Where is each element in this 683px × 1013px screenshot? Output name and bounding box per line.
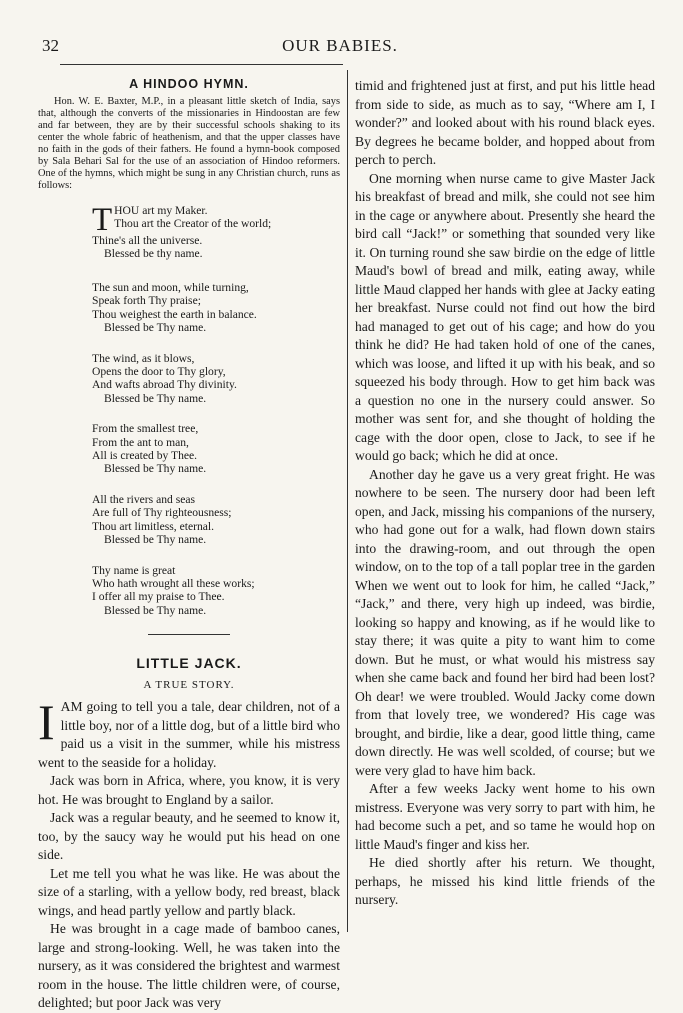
drop-cap: I	[38, 694, 55, 751]
story-paragraph: After a few weeks Jacky went home to his own mistress. Everyone was very sorry to part with him, he had become such a pet, and so tame he would hop on little Maud's finger and kiss her.	[355, 781, 655, 852]
hymn-stanza	[92, 564, 340, 618]
hymn-refrain: Blessed be thy name.	[104, 247, 203, 261]
hymn-line: Opens the door to Thy glory,	[92, 365, 226, 379]
story-paragraph: Another day he gave us a very great fright. He was nowhere to be seen. The nursery door had been left open, and Jack, missing his companions of the nursery, who had gone out for a walk, had flown down stairs into the drawing-room, and out through the open window, on to the top of a tall poplar tree in the garden When we went out to look for him, he called “Jack,” “Jack,” and there, very high up indeed, was birdie, looking so happy and knowing, as if he would like to stay there; it was quite a pity to want him to come down. But he must, or what would his mistress say when she came back and found her bird had been lost? Oh dear! we were troubled. Would Jacky come down from that lovely tree, we wondered? His cage was brought, and birdie, like a dear, good little thing, came down directly. He was well scolded, of course; but we were very glad to have him back.	[355, 466, 655, 778]
hymn-line: And wafts abroad Thy divinity.	[92, 378, 237, 392]
hymn-line: The wind, as it blows,	[92, 351, 195, 365]
hymn-stanza	[92, 422, 340, 476]
running-title: OUR BABIES.	[282, 36, 398, 55]
hymn-line: Are full of Thy righteousness;	[92, 506, 232, 520]
hymn-stanza	[92, 493, 340, 547]
hymn-line: Thine's all the universe.	[92, 234, 203, 247]
hymn-refrain: Blessed be Thy name.	[104, 391, 207, 405]
hymn-line: Thou art limitless, eternal.	[92, 519, 215, 533]
hymn-stanza	[92, 352, 340, 406]
story-subtitle: A TRUE STORY.	[143, 679, 235, 692]
story-paragraph: Let me tell you what he was like. He was about the size of a starling, with a yellow body, red breast, black wings, and head partly yellow and partly black.	[38, 865, 340, 918]
hymn-line: Thou art the Creator of the world;	[114, 217, 272, 231]
hymn-stanzas	[92, 204, 340, 617]
drop-cap: T	[92, 202, 113, 238]
page-number: 32	[42, 36, 59, 55]
story-paragraph: timid and frightened just at first, and put his little head from side to side, as much as to say, “Where am I, I wonder?” and looked about with his round black eyes. By degrees he became bolder, and hopped about from perch to perch.	[355, 78, 655, 167]
header-rule	[60, 64, 343, 65]
left-column	[38, 77, 340, 1013]
hymn-refrain: Blessed be Thy name.	[104, 533, 207, 547]
hymn-line: Thy name is great	[92, 563, 176, 577]
hymn-refrain: Blessed be Thy name.	[104, 603, 207, 617]
story-paragraph: He died shortly after his return. We thought, perhaps, he missed his kind little friends of the nursery.	[355, 855, 655, 907]
section-rule	[148, 634, 230, 635]
column-divider	[347, 70, 348, 932]
hymn-line: From the smallest tree,	[92, 422, 199, 436]
hymn-refrain: Blessed be Thy name.	[104, 462, 207, 476]
hymn-line: I offer all my praise to Thee.	[92, 590, 225, 604]
hymn-refrain: Blessed be Thy name.	[104, 321, 207, 335]
hymn-line: All is created by Thee.	[92, 449, 198, 463]
hymn-intro: Hon. W. E. Baxter, M.P., in a pleasant little sketch of India, says that, although the converts of the missionaries in Hindoostan are few and far between, they are by their successful schools shaking to its center the whole fabric of heathenism, and that the upper classes have no faith in the gods of their fathers. He found a hymn-book composed by Sala Behari Sal for the use of an association of Hindoo reformers. One of the hymns, which might be sung in any Christian church, runs as follows:	[38, 96, 340, 191]
hymn-line: HOU art my Maker.	[114, 204, 208, 217]
hymn-line: Thou weighest the earth in balance.	[92, 307, 257, 321]
page-header	[40, 36, 640, 58]
story-paragraph: He was brought in a cage made of bamboo canes, large and strong-looking. Well, he was taken into the nursery, as it was considered the brightest and warmest room in the house. The little children were, of course, delighted; but poor Jack was very	[38, 921, 340, 1011]
hymn-line: The sun and moon, while turning,	[92, 281, 249, 294]
hymn-stanza	[92, 281, 340, 335]
hymn-line: Speak forth Thy praise;	[92, 294, 201, 308]
hymn-stanza	[92, 204, 340, 264]
hymn-line: From the ant to man,	[92, 435, 189, 449]
hymn-line: Who hath wrought all these works;	[92, 576, 255, 590]
story-paragraph: Jack was born in Africa, where, you know, it is very hot. He was brought to England by a sailor.	[38, 773, 340, 807]
right-column	[355, 77, 655, 910]
hymn-line: All the rivers and seas	[92, 492, 196, 506]
story-left-text	[38, 694, 340, 1013]
story-title: LITTLE JACK.	[136, 655, 242, 672]
story-paragraph: Jack was a regular beauty, and he seemed to know it, too, by the saucy way he would put his head on one side.	[38, 810, 340, 863]
story-paragraph: One morning when nurse came to give Master Jack his breakfast of bread and milk, she could not see him in the cage or anywhere about. Presently she heard the bird call “Jack!” or something that sounded very like it. On turning round she saw birdie on the edge of little Maud's bowl of bread and milk, eating away, while little Maud clapped her hands with glee at Jacky eating her breakfast. Nurse could not find out how the bird had managed to get out of his cage; and how do you think he did? He had taken hold of one of the canes, which was loose, and lifted it up with his beak, and so squeezed his body through. How to get him back was a question no one in the nursery could answer. So mother was sent for, and she thought of holding the cage with the door open, close to Jack, to see if he would go back; which he did at once.	[355, 170, 655, 463]
hymn-title: A HINDOO HYMN.	[129, 77, 249, 91]
story-paragraph: IAM going to tell you a tale, dear children, not of a little boy, nor of a little dog, but of a little bird who paid us a visit in the summer, while his mistress went to the seaside for a holiday.	[38, 694, 340, 770]
